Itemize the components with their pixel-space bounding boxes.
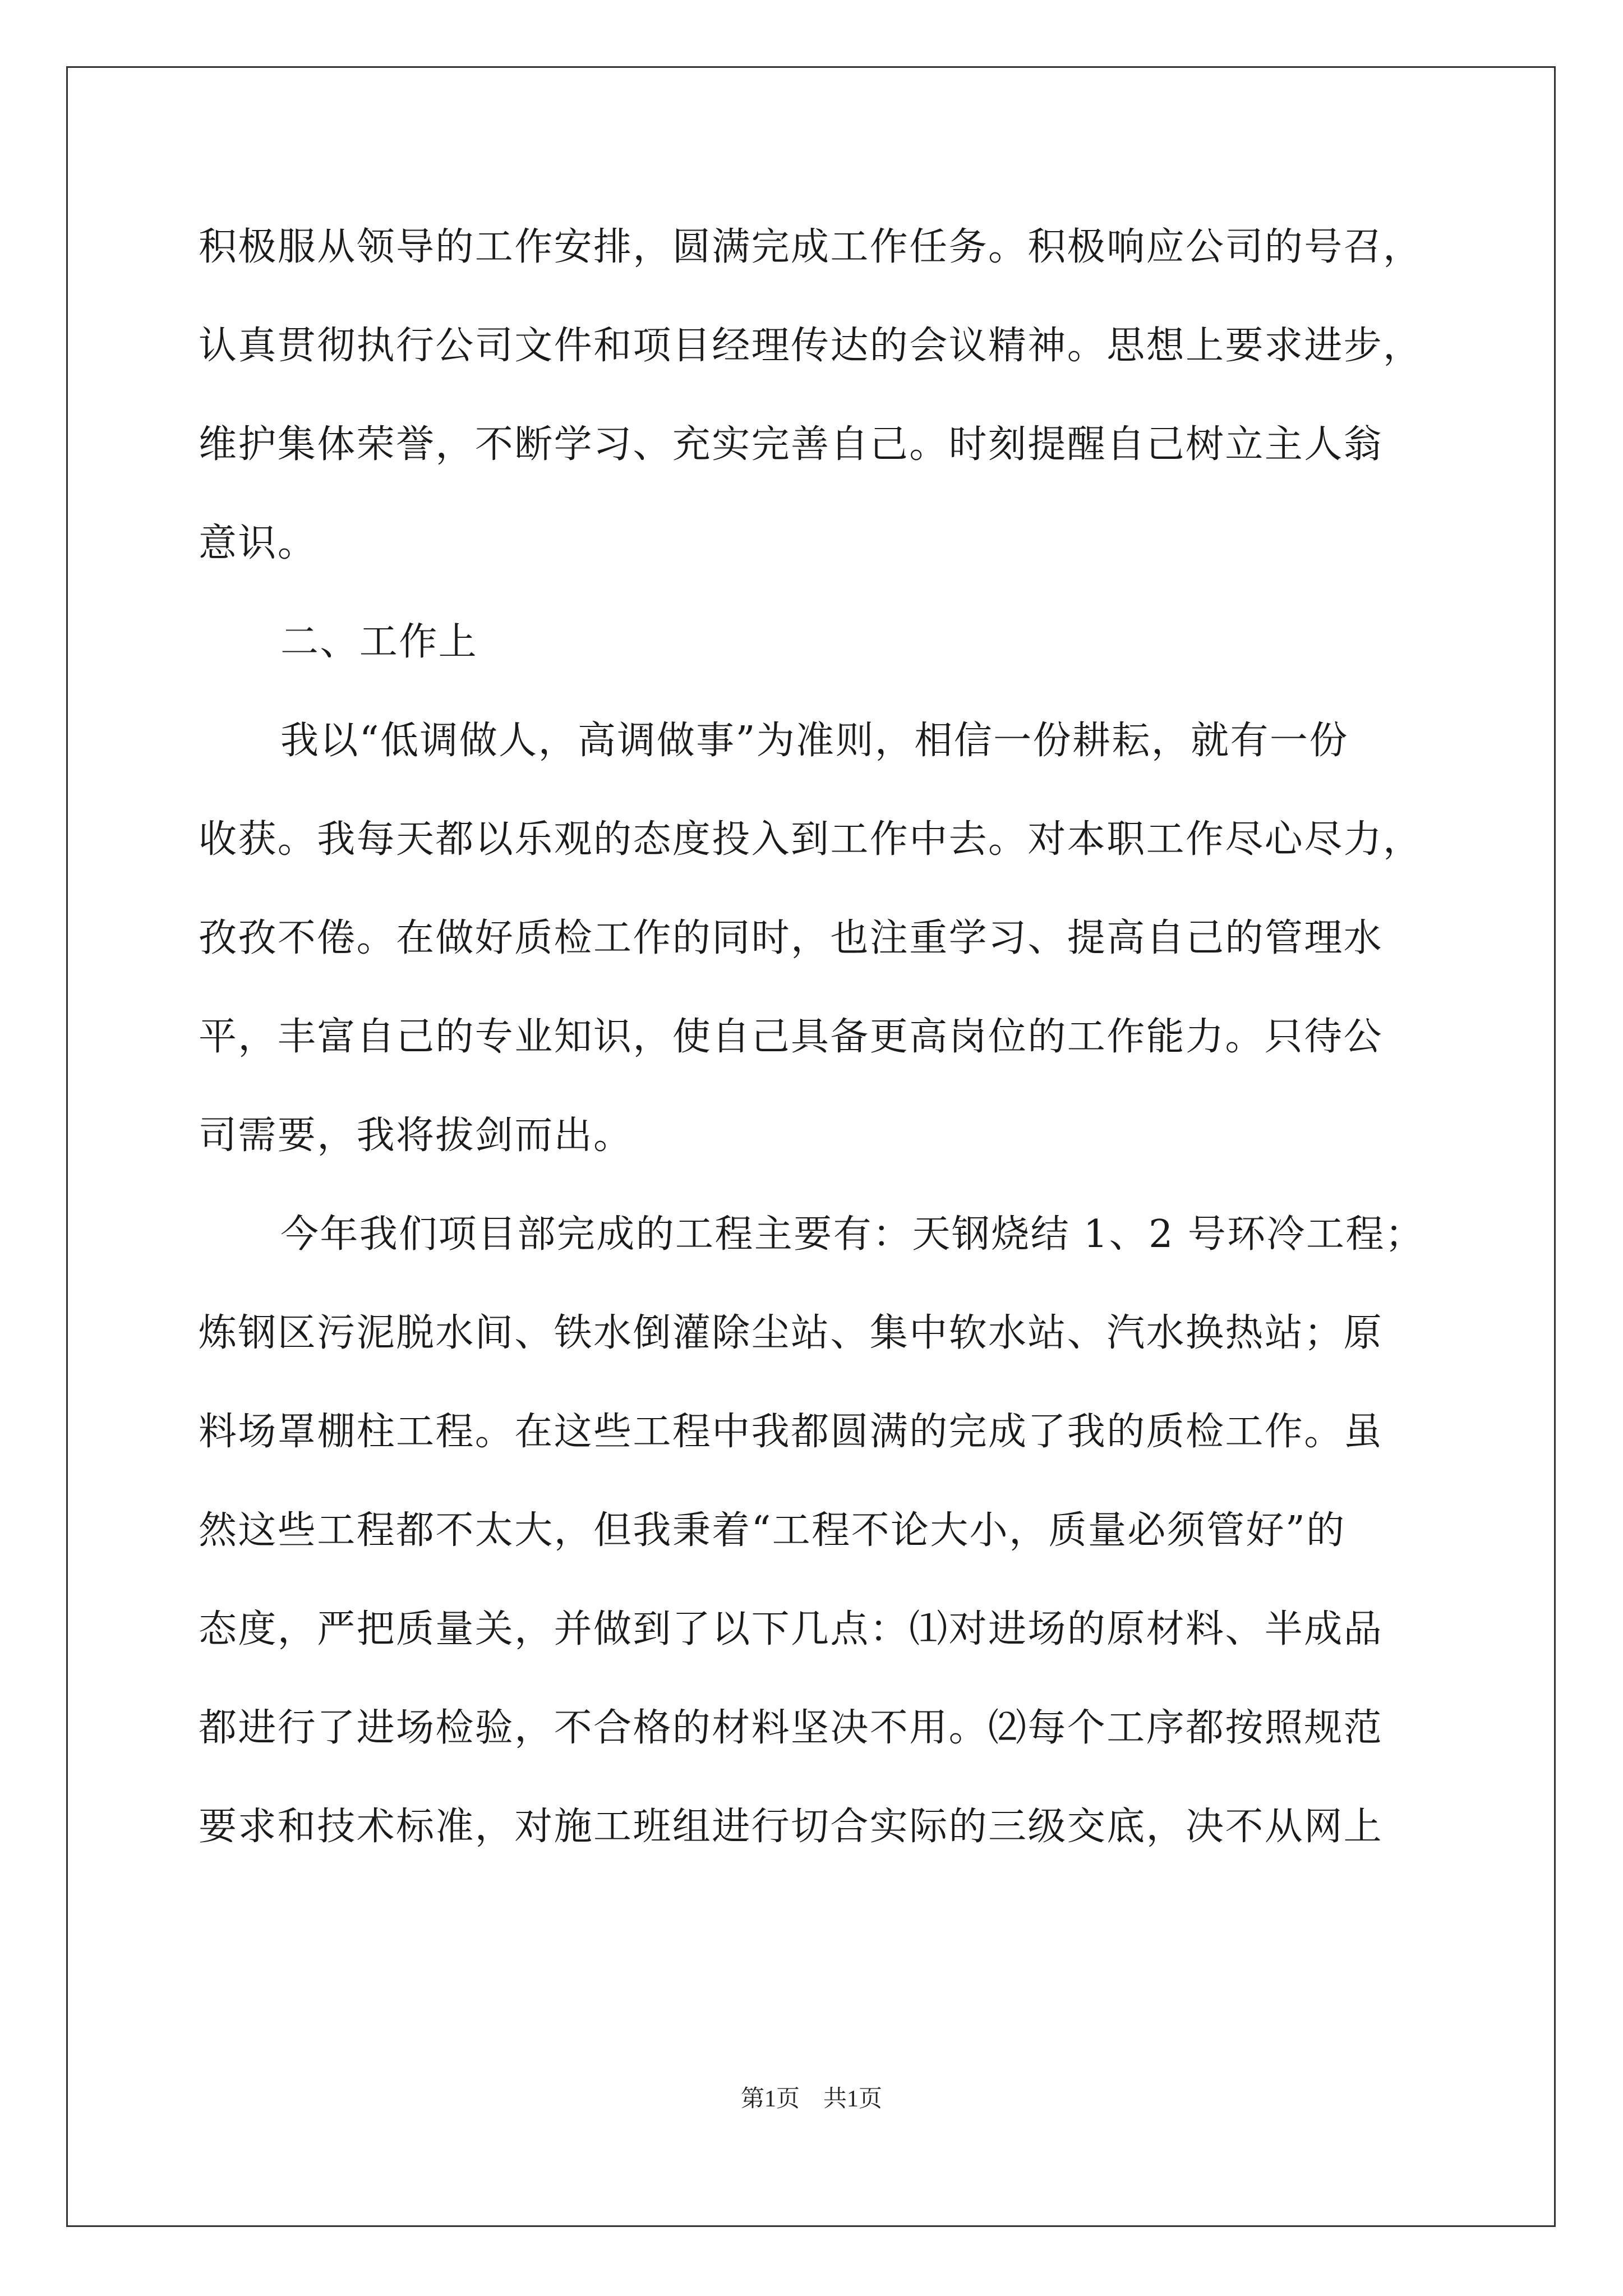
text-line: 都进行了进场检验，不合格的材料坚决不用。⑵每个工序都按照规范 [199, 1706, 1384, 1750]
text-line: 司需要，我将拔剑而出。 [199, 1114, 633, 1158]
text-line: 我以“低调做人，高调做事”为准则，相信一份耕耘，就有一份 [280, 719, 1349, 763]
text-line: 要求和技术标准，对施工班组进行切合实际的三级交底，决不从网上 [199, 1805, 1384, 1849]
text-line: 然这些工程都不太大，但我秉着“工程不论大小，质量必须管好”的 [199, 1508, 1346, 1553]
text-line: 态度，严把质量关，并做到了以下几点：⑴对进场的原材料、半成品 [199, 1607, 1384, 1651]
section-heading: 二、工作上 [280, 620, 478, 664]
text-line: 积极服从领导的工作安排，圆满完成工作任务。积极响应公司的号召， [199, 225, 1423, 269]
document-body [199, 198, 1432, 1876]
text-line: 孜孜不倦。在做好质检工作的同时，也注重学习、提高自己的管理水 [199, 916, 1384, 960]
text-line: 收获。我每天都以乐观的态度投入到工作中去。对本职工作尽心尽力， [199, 817, 1423, 862]
text-line: 意识。 [199, 521, 317, 565]
page-footer: 第1页 共1页 [740, 2086, 882, 2112]
text-line: 认真贯彻执行公司文件和项目经理传达的会议精神。思想上要求进步， [199, 324, 1423, 368]
text-line: 维护集体荣誉，不断学习、充实完善自己。时刻提醒自己树立主人翁 [199, 422, 1384, 467]
text-line: 平，丰富自己的专业知识，使自己具备更高岗位的工作能力。只待公 [199, 1015, 1384, 1059]
text-line: 料场罩棚柱工程。在这些工程中我都圆满的完成了我的质检工作。虽 [199, 1410, 1384, 1454]
text-line: 今年我们项目部完成的工程主要有：天钢烧结 1、2 号环冷工程； [280, 1212, 1425, 1257]
text-line: 炼钢区污泥脱水间、铁水倒灌除尘站、集中软水站、汽水换热站；原 [199, 1311, 1384, 1355]
